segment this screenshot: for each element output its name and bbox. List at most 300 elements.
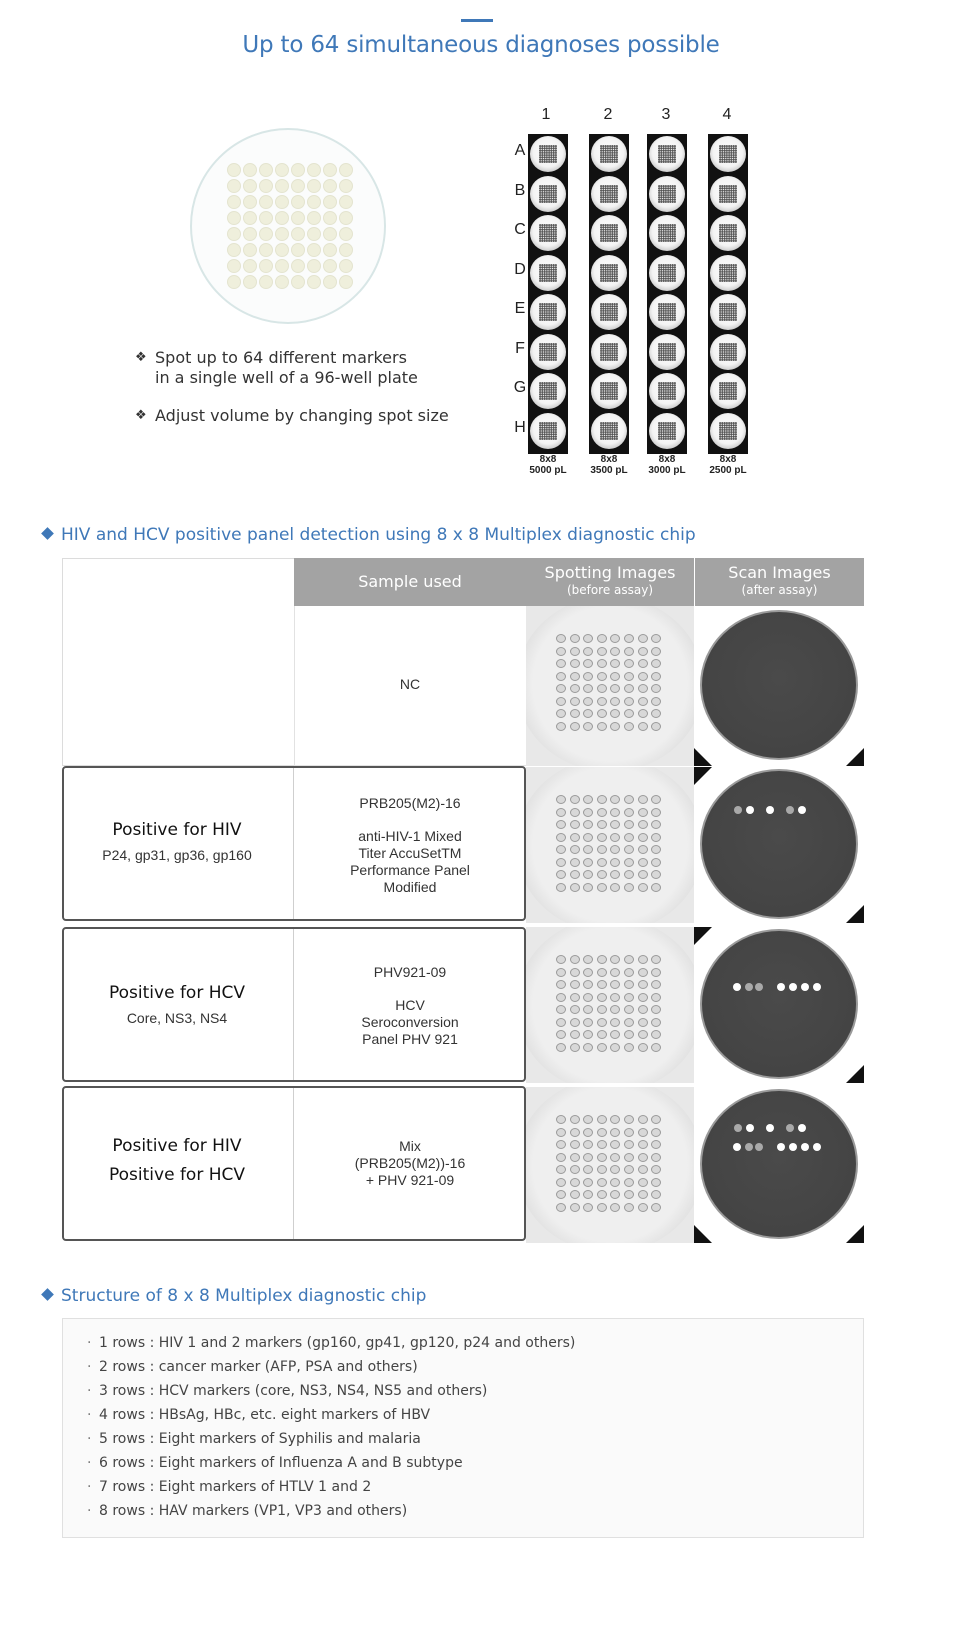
spot <box>556 659 566 668</box>
spot <box>651 1153 661 1162</box>
section-heading-detection <box>43 525 696 545</box>
chip-spot <box>259 195 273 209</box>
chip-spot <box>323 259 337 273</box>
spot <box>651 795 661 804</box>
spot <box>570 1128 580 1137</box>
spot <box>651 845 661 854</box>
strip-grid-size: 8x8 <box>719 454 737 465</box>
chip-spot <box>307 211 321 225</box>
chip-spot <box>259 163 273 177</box>
spot <box>638 1190 648 1199</box>
signal-dot <box>789 1143 797 1151</box>
chip-spot <box>259 259 273 273</box>
well <box>649 373 685 409</box>
well <box>710 136 746 172</box>
chip-spot <box>339 163 353 177</box>
row-title: Positive for HCV <box>109 1165 245 1185</box>
strip-grid-size: 8x8 <box>658 454 676 465</box>
spot <box>570 1140 580 1149</box>
sample-line: anti-HIV-1 Mixed <box>358 828 462 844</box>
spotting-image <box>526 1087 694 1243</box>
feature-line: Adjust volume by changing spot size <box>155 406 449 425</box>
spot <box>610 845 620 854</box>
chip-spot <box>307 227 321 241</box>
spot <box>583 1190 593 1199</box>
well <box>710 215 746 251</box>
list-item: · 1 rows : HIV 1 and 2 markers (gp160, gp41, gp120, p24 and others) <box>87 1335 576 1351</box>
column-header-sample <box>294 558 526 606</box>
spot <box>624 1178 634 1187</box>
spot <box>624 858 634 867</box>
spot <box>556 1190 566 1199</box>
spot <box>610 820 620 829</box>
chip-spot <box>307 179 321 193</box>
strip-volume: 3500 pL <box>590 465 628 476</box>
spot <box>556 1115 566 1124</box>
well-strip <box>528 134 568 454</box>
column-header-text: Scan Images <box>728 563 831 582</box>
spot <box>651 1018 661 1027</box>
spot <box>638 684 648 693</box>
spot <box>597 697 607 706</box>
column-header-text: Spotting Images <box>544 563 676 582</box>
spot <box>638 858 648 867</box>
signal-dot <box>786 1124 794 1132</box>
chip-spot <box>275 211 289 225</box>
spot <box>638 1153 648 1162</box>
sample-cell <box>294 964 526 1048</box>
spot <box>651 1043 661 1052</box>
spot <box>651 659 661 668</box>
spot <box>624 1115 634 1124</box>
strip-caption <box>632 454 702 476</box>
well <box>710 334 746 370</box>
spot <box>556 1005 566 1014</box>
spot <box>651 647 661 656</box>
feature-list <box>135 348 449 426</box>
spot <box>570 1165 580 1174</box>
column-header-subtext: (before assay) <box>566 583 654 597</box>
spot <box>651 980 661 989</box>
spot <box>651 1030 661 1039</box>
spot <box>597 647 607 656</box>
spot <box>583 883 593 892</box>
spot <box>556 1128 566 1137</box>
spot <box>624 1018 634 1027</box>
spot <box>556 1140 566 1149</box>
chip-spot <box>291 211 305 225</box>
row-label: D <box>514 261 526 278</box>
chip-spot <box>339 227 353 241</box>
chip-spot <box>227 243 241 257</box>
feature-item <box>135 406 449 426</box>
chip-spot <box>275 179 289 193</box>
spot <box>624 697 634 706</box>
spot <box>624 722 634 731</box>
spot <box>570 659 580 668</box>
spot <box>570 1030 580 1039</box>
spot <box>583 1030 593 1039</box>
chip-spot <box>291 163 305 177</box>
column-label: 2 <box>603 106 613 123</box>
spot <box>556 1043 566 1052</box>
signal-dot <box>766 806 774 814</box>
spot <box>610 709 620 718</box>
signal-dot <box>813 1143 821 1151</box>
well-strip <box>708 134 748 454</box>
spot <box>638 647 648 656</box>
scan-image <box>694 1087 864 1243</box>
chip-spot <box>323 243 337 257</box>
signal-dot <box>734 1124 742 1132</box>
list-item-text: 8 rows : HAV markers (VP1, VP3 and others) <box>99 1503 408 1519</box>
well <box>710 373 746 409</box>
table-blank-cell <box>62 558 294 766</box>
spot <box>570 845 580 854</box>
spot <box>597 795 607 804</box>
spot <box>597 1018 607 1027</box>
chip-spot <box>259 211 273 225</box>
spot <box>597 858 607 867</box>
signal-dot <box>801 1143 809 1151</box>
chip-spot <box>227 179 241 193</box>
spot <box>570 1018 580 1027</box>
spot <box>570 833 580 842</box>
spot <box>583 1128 593 1137</box>
chip-spot <box>227 163 241 177</box>
spot <box>638 672 648 681</box>
spot <box>597 1178 607 1187</box>
column-label: 4 <box>722 106 732 123</box>
row-label: G <box>513 379 527 396</box>
spot <box>624 955 634 964</box>
column-label: 1 <box>541 106 551 123</box>
chip-spot <box>339 211 353 225</box>
well <box>591 373 627 409</box>
spot <box>556 968 566 977</box>
spot <box>638 993 648 1002</box>
well <box>591 176 627 212</box>
section-heading-text: HIV and HCV positive panel detection using 8 x 8 Multiplex diagnostic chip <box>61 525 696 545</box>
spot <box>638 1030 648 1039</box>
row-label: C <box>514 221 526 238</box>
sample-cell <box>294 676 526 693</box>
section-heading-text: Structure of 8 x 8 Multiplex diagnostic chip <box>61 1286 427 1306</box>
well <box>591 215 627 251</box>
spot <box>556 955 566 964</box>
spot <box>597 1128 607 1137</box>
spot <box>651 883 661 892</box>
spot <box>610 1115 620 1124</box>
list-item: · 3 rows : HCV markers (core, NS3, NS4, NS5 and others) <box>87 1383 488 1399</box>
chip-spot <box>275 275 289 289</box>
signal-dot <box>786 806 794 814</box>
signal-dot <box>734 806 742 814</box>
spot <box>638 1203 648 1212</box>
spot <box>583 647 593 656</box>
spot <box>624 980 634 989</box>
list-item: · 5 rows : Eight markers of Syphilis and malaria <box>87 1431 421 1447</box>
spot <box>597 1165 607 1174</box>
spot <box>638 820 648 829</box>
spot <box>624 684 634 693</box>
spot <box>651 1115 661 1124</box>
spot <box>651 833 661 842</box>
strip-volume: 5000 pL <box>529 465 567 476</box>
spot <box>556 883 566 892</box>
sample-line: NC <box>399 676 421 692</box>
spot <box>583 659 593 668</box>
spot <box>556 845 566 854</box>
diamond-bullet-icon: ❖ <box>135 350 147 365</box>
spot <box>570 709 580 718</box>
spot <box>597 684 607 693</box>
strip-volume: 3000 pL <box>648 465 686 476</box>
spot <box>624 993 634 1002</box>
well <box>710 413 746 449</box>
spot <box>638 795 648 804</box>
chip-spot <box>339 179 353 193</box>
spot <box>570 1043 580 1052</box>
spot <box>556 634 566 643</box>
chip-spot <box>243 275 257 289</box>
scan-image <box>694 767 864 923</box>
spot <box>597 1030 607 1039</box>
spot <box>610 697 620 706</box>
chip-spot <box>275 227 289 241</box>
strip-volume: 2500 pL <box>709 465 747 476</box>
spot <box>597 1043 607 1052</box>
spot <box>583 672 593 681</box>
spot <box>610 1190 620 1199</box>
spot <box>570 858 580 867</box>
spotting-image <box>526 606 694 766</box>
row-label: A <box>514 142 526 159</box>
spot <box>597 993 607 1002</box>
spot <box>610 1153 620 1162</box>
signal-dot <box>798 806 806 814</box>
signal-dot <box>777 983 785 991</box>
spot <box>556 1203 566 1212</box>
list-item: · 2 rows : cancer marker (AFP, PSA and others) <box>87 1359 418 1375</box>
chip-spot <box>227 275 241 289</box>
spot <box>638 659 648 668</box>
spot <box>583 870 593 879</box>
spot <box>570 993 580 1002</box>
strip-grid-size: 8x8 <box>539 454 557 465</box>
chip-spot <box>259 275 273 289</box>
well <box>710 176 746 212</box>
sample-line: HCV <box>395 997 425 1013</box>
spot <box>583 1153 593 1162</box>
spot <box>597 833 607 842</box>
well <box>530 215 566 251</box>
spot <box>624 647 634 656</box>
chip-spot-grid <box>227 163 351 287</box>
spot <box>597 672 607 681</box>
spot <box>570 808 580 817</box>
well <box>591 255 627 291</box>
spot <box>638 1178 648 1187</box>
chip-spot <box>275 163 289 177</box>
spot <box>597 1005 607 1014</box>
chip-spot <box>291 227 305 241</box>
spot <box>570 1190 580 1199</box>
spot <box>597 659 607 668</box>
list-item: · 8 rows : HAV markers (VP1, VP3 and others) <box>87 1503 408 1519</box>
spot <box>556 833 566 842</box>
spot <box>583 845 593 854</box>
well <box>649 255 685 291</box>
spot <box>583 820 593 829</box>
sample-line: Mix <box>399 1138 421 1154</box>
chip-spot <box>307 163 321 177</box>
scan-image <box>694 927 864 1083</box>
spot <box>556 1030 566 1039</box>
column-header-scan <box>695 558 864 606</box>
well <box>530 255 566 291</box>
chip-spot <box>291 195 305 209</box>
spot <box>610 684 620 693</box>
spot <box>651 858 661 867</box>
spot <box>570 980 580 989</box>
sample-line: Performance Panel <box>350 862 470 878</box>
spot <box>624 870 634 879</box>
sample-line: (PRB205(M2))-16 <box>354 1155 466 1171</box>
diamond-icon <box>41 527 54 540</box>
spot <box>624 672 634 681</box>
spot <box>570 672 580 681</box>
spot <box>610 634 620 643</box>
spot <box>638 870 648 879</box>
spot <box>624 845 634 854</box>
row-subtitle: Core, NS3, NS4 <box>126 1010 228 1026</box>
sample-line: Modified <box>383 879 437 895</box>
section-heading-structure <box>43 1286 426 1306</box>
row-subtitle: P24, gp31, gp36, gp160 <box>102 847 252 863</box>
chip-spot <box>259 179 273 193</box>
spot <box>570 955 580 964</box>
spot <box>651 1005 661 1014</box>
row-title: Positive for HIV <box>112 1136 242 1156</box>
well <box>591 334 627 370</box>
spot <box>556 795 566 804</box>
well <box>530 176 566 212</box>
spot <box>583 634 593 643</box>
page-title: Up to 64 simultaneous diagnoses possible <box>242 32 720 58</box>
strip-grid-size: 8x8 <box>600 454 618 465</box>
signal-dot <box>813 983 821 991</box>
spot <box>624 883 634 892</box>
chip-spot <box>339 275 353 289</box>
spot <box>638 697 648 706</box>
spot <box>638 980 648 989</box>
spot <box>651 709 661 718</box>
spot <box>651 1203 661 1212</box>
spot <box>624 820 634 829</box>
spot <box>610 1030 620 1039</box>
feature-line: in a single well of a 96-well plate <box>155 368 418 387</box>
spot <box>597 845 607 854</box>
spot <box>624 808 634 817</box>
spot <box>597 1140 607 1149</box>
chip-spot <box>259 243 273 257</box>
spot <box>583 722 593 731</box>
spot <box>597 808 607 817</box>
sample-line: PRB205(M2)-16 <box>359 795 461 811</box>
chip-spot <box>227 227 241 241</box>
spot <box>583 993 593 1002</box>
chip-spot <box>259 227 273 241</box>
diamond-bullet-icon: ❖ <box>135 408 147 423</box>
spot <box>624 1030 634 1039</box>
list-item-text: 5 rows : Eight markers of Syphilis and malaria <box>99 1431 421 1447</box>
spot <box>597 634 607 643</box>
spot <box>583 1043 593 1052</box>
spot <box>638 1140 648 1149</box>
results-table <box>62 558 864 1244</box>
signal-dot <box>801 983 809 991</box>
spot <box>597 980 607 989</box>
spot <box>651 955 661 964</box>
spot <box>610 968 620 977</box>
chip-spot <box>243 163 257 177</box>
chip-spot <box>243 227 257 241</box>
spot <box>610 1140 620 1149</box>
chip-spot <box>323 275 337 289</box>
spot <box>583 833 593 842</box>
spot <box>638 722 648 731</box>
sample-line: PHV921-09 <box>373 964 447 980</box>
sample-line: Seroconversion <box>361 1014 459 1030</box>
spot <box>597 709 607 718</box>
spot <box>570 684 580 693</box>
spot <box>610 1018 620 1027</box>
column-header-spotting <box>526 558 694 606</box>
spot <box>638 845 648 854</box>
spot <box>610 870 620 879</box>
spot <box>638 709 648 718</box>
spot <box>638 1165 648 1174</box>
spot <box>651 672 661 681</box>
spot <box>651 1165 661 1174</box>
spot <box>651 820 661 829</box>
spot <box>556 709 566 718</box>
well <box>649 215 685 251</box>
spot <box>556 672 566 681</box>
spot <box>610 672 620 681</box>
well <box>649 294 685 330</box>
spot <box>624 1005 634 1014</box>
spot <box>556 1153 566 1162</box>
spot <box>610 1043 620 1052</box>
spot <box>570 968 580 977</box>
chip-spot <box>323 163 337 177</box>
chip-spot <box>291 275 305 289</box>
spot <box>556 870 566 879</box>
spot <box>597 955 607 964</box>
chip-spot <box>323 227 337 241</box>
feature-line: Spot up to 64 different markers <box>155 348 407 367</box>
spot <box>583 709 593 718</box>
spot <box>638 1018 648 1027</box>
chip-spot <box>323 195 337 209</box>
list-item: · 4 rows : HBsAg, HBc, etc. eight markers of HBV <box>87 1407 431 1423</box>
spot <box>610 722 620 731</box>
spot <box>556 647 566 656</box>
spot <box>583 980 593 989</box>
well <box>530 136 566 172</box>
